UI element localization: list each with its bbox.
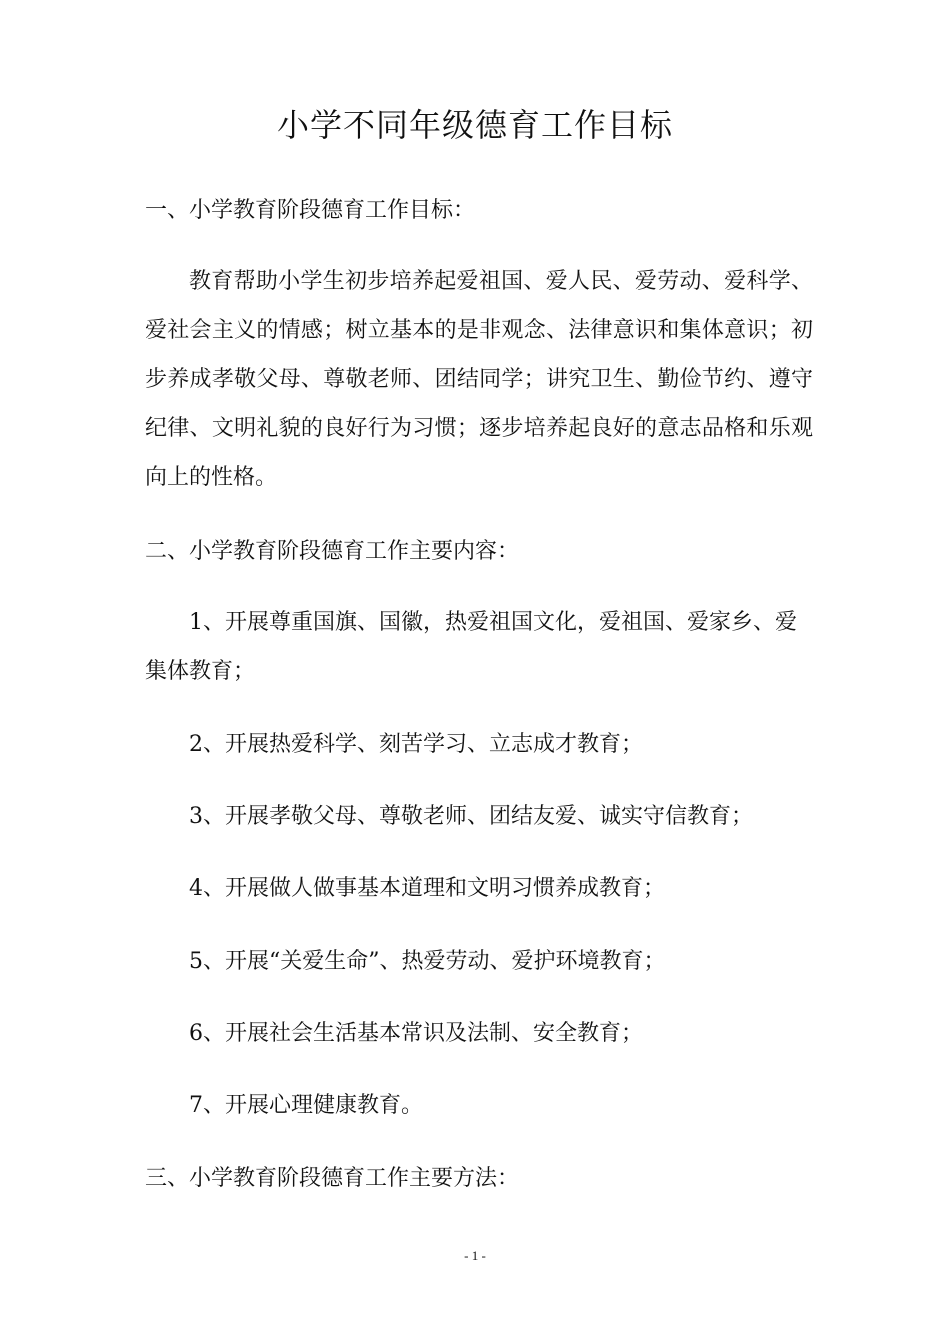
list-item: 7、开展心理健康教育。: [189, 1093, 423, 1118]
document-title: 小学不同年级德育工作目标: [276, 106, 673, 144]
section-heading-3: 三、小学教育阶段德育工作主要方法：: [145, 1166, 520, 1191]
section-heading-1: 一、小学教育阶段德育工作目标：: [145, 198, 476, 223]
list-item: 1、开展尊重国旗、国徽，热爱祖国文化，爱祖国、爱家乡、爱集体教育；: [145, 610, 797, 684]
section-heading-2: 二、小学教育阶段德育工作主要内容：: [145, 539, 520, 564]
section-1-paragraph: 教育帮助小学生初步培养起爱祖国、爱人民、爱劳动、爱科学、爱社会主义的情感；树立基本的是非观念、法律意识和集体意识；初步养成孝敬父母、尊敬老师、团结同学；讲究卫生、勤俭节约、遵守纪律、文明礼貌的良好行为习惯；逐步培养起良好的意志品格和乐观向上的性格。: [145, 269, 813, 490]
list-item: 3、开展孝敬父母、尊敬老师、团结友爱、诚实守信教育；: [189, 804, 753, 829]
list-item: 5、开展“关爱生命”、热爱劳动、爱护环境教育；: [189, 949, 666, 974]
list-item: 2、开展热爱科学、刻苦学习、立志成才教育；: [189, 732, 643, 757]
page-number: - 1 -: [464, 1248, 486, 1263]
list-item: 6、开展社会生活基本常识及法制、安全教育；: [189, 1021, 643, 1046]
list-item: 4、开展做人做事基本道理和文明习惯养成教育；: [189, 876, 665, 901]
